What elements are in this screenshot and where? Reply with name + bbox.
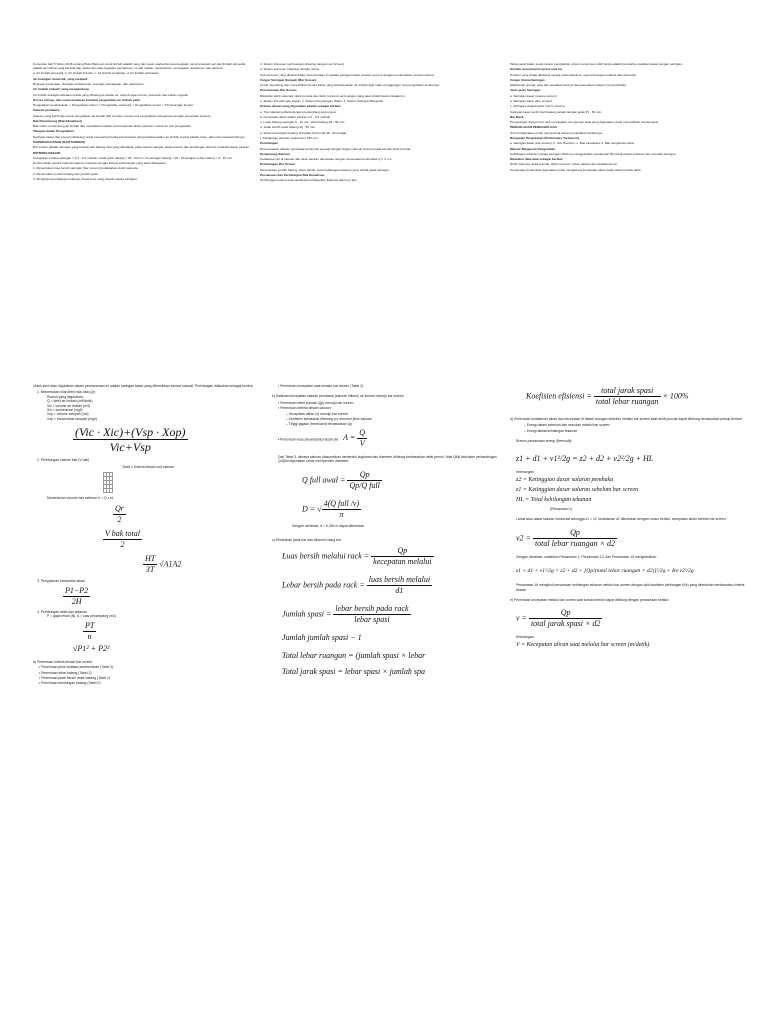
list-item: z2 = Ketinggian dasar saluran pembuka — [516, 477, 614, 484]
upper-column-2 — [260, 62, 490, 374]
paragraph: Persamaan 16 mengikuti persamaan kehilangan tekanan melalui bar screen dengan nilai koefisien kehilangan (Ke) yang ditentukan berdasarkan kriteria desain. — [516, 583, 745, 592]
equation-ht: $\frac{HT}{3T}$ √A1A2 — [145, 554, 182, 575]
paragraph: a. Saringan kasar (bar screen); b. Grit chamber; c. Bak ekualisasi; d. Bak pengendap awal. — [510, 141, 635, 146]
equation-luas: Luas bersih melalui rack = $\frac{Qp}{\text{kecepatan melalui}}$ — [282, 546, 432, 567]
list-item: z1 = Ketinggian dasar saluran sebelum bar screen — [516, 487, 638, 494]
section-heading: SARINGAN KASAR (BAR SCREEN) — [33, 140, 85, 145]
criteria-table — [103, 472, 193, 493]
paragraph: Dari Tabel 3, dimana saluran diasumsikan berbentuk lingkaran dan diameter dihitung berdasarkan debit penuh. Nilai Qfull dari tabel perbandingan Q/Qfull digunakan untuk memperoleh diameter. — [278, 454, 497, 464]
upper-column-3 — [510, 62, 748, 374]
paragraph: Unit ini digunakan untuk mengurangi beban pengolahan berikutnya. — [510, 130, 603, 135]
equation-lebar: Lebar bersih pada rack = $\frac{\text{luas bersih melalui}}{d1}$ — [282, 575, 431, 596]
equation-pressure: $\frac{P1-P2}{2H}$ — [65, 585, 89, 606]
paragraph: b. Saringan halus (fine screen) — [510, 98, 553, 103]
paragraph: a. Saringan kasar (coarse screen) — [510, 93, 557, 98]
paragraph: c. Saringan sangat halus (micro screen) — [510, 104, 565, 109]
keterangan-label: Keterangan: — [516, 635, 535, 640]
list-item: • Penentuan jarak bersih antar batang (Tabel 2) — [39, 675, 111, 680]
list-item: 1. Menentukan nilai debit rata-rata (Qr) — [37, 390, 96, 395]
paragraph: Direncanakan saluran pembawa berbentuk persegi dengan tinggi muka air tertentu pada kondisi debit puncak. — [260, 146, 412, 151]
paragraph: Unit screener yang dipakai dalam perencanaan ini adalah saringan kasar (coarse screen) dengan pembersihan secara manual. — [260, 72, 435, 77]
section-heading: Jenis-jenis Saringan: — [510, 88, 542, 93]
paragraph: Persamaan kontinuitas digunakan untuk menghitung kecepatan aliran pada setiap kondisi debit. — [510, 167, 642, 172]
section-heading: Metode Bangunan Pengolahan — [510, 146, 556, 151]
paragraph: Dengan demikian, substitusi Persamaan 1, Persamaan 13, dan Persamaan 15 menghasilkan: — [516, 554, 657, 559]
section-heading: Bak Penampung (Bak Ekualisasi) — [33, 118, 82, 123]
section-heading: Proses intinya, dari suatu kesatuan instalasi pengolahan air limbah yaitu: — [33, 97, 141, 102]
equation-area: A = $\frac{Q}{V}$ — [343, 427, 366, 448]
equation-bernoulli: z1 + d1 + v1²/2g = z2 + d2 + v2²/2g + HL — [516, 453, 654, 463]
list-item: P = gaya tekan (N), A = luas penampang (m2) — [47, 614, 116, 619]
section-heading: Persamaan dan Perhitungan Bak Ekualisasi — [260, 172, 325, 177]
section-label: e) Penentuan kecepatan melalui bar screen saat kondisi bersih dapat dihitung dengan persamaan berikut: — [510, 598, 670, 603]
paragraph: Melindungi pompa, pipa dan peralatan lainnya dari kerusakan maupun penyumbatan. — [510, 83, 627, 88]
equation-efficiency: Koefisien efisiensi = $\frac{\text{total jarak spasi}}{\text{total lebar ruangan}}$ × 100% — [526, 386, 689, 406]
section-heading: PENGOLAHAN PENDAHULUAN — [510, 125, 557, 130]
list-item: • Penentuan luas penampang basah (A) A = $\frac{Q}{V}$ — [278, 427, 366, 448]
section-heading: Air limbah industri yang mengandung — [33, 87, 89, 92]
paragraph: d. Jarak bersih antar batang 25 - 50 mm. — [260, 125, 316, 130]
list-item: • Penentuan lebar batang (Tabel 2) — [39, 670, 92, 675]
paragraph: 2. Menentukan jumlah batang dan jumlah spasi. — [33, 171, 99, 176]
section-heading: Kriteria desain yang digunakan adalah sebagai berikut: — [260, 104, 342, 109]
paragraph: Buangan perkotaan, buangan perkantoran, buangan perniagaan, dan apartemen. — [33, 81, 145, 86]
list-item: 3. Pengukuran kecepatan aliran — [37, 579, 85, 584]
equation-jbar: Jumlah jumlah spasi − 1 — [282, 633, 362, 643]
section-heading: Bar Rack — [510, 114, 524, 119]
paragraph: Untuk menyaring dan menyisihkan benda kasar yang terbawa aliran air limbah agar tidak mengganggu unit pengolahan berikutnya. — [260, 83, 440, 88]
section-heading: Penampang Saluran — [260, 151, 290, 156]
equation-vbak: $\frac{\text{V bak total}}{2}$ — [105, 529, 140, 550]
paragraph: Bak untuk menampung air limbah dan meratakan kualitas serta kuantitas aliran sebelum masuk ke unit pengolahan. — [33, 124, 192, 129]
list-item: • Penentuan kriteria desain saluran: — [278, 406, 332, 411]
equation-pt: $\frac{PT}{n}$ — [85, 620, 95, 641]
section-heading: Air buangan domestik, yang meliputi: — [33, 76, 89, 81]
equation-total: Total lebar ruangan = (jumlah spasi × lebar — [282, 651, 426, 661]
paragraph: 4. Sistem Screener (disaring dengan sieve) — [260, 67, 320, 72]
section-heading: Sumber pencemaran (point source) — [510, 67, 563, 72]
list-item: – Tinggi jagaan (freeboard) berdasarkan Qp — [286, 422, 352, 427]
list-item: – Kecepatan aliran (v) menuju bar screen — [286, 411, 349, 416]
equation-qr: $\frac{Qr}{2}$ — [115, 504, 124, 525]
equation-velocity: v = $\frac{Qp}{\text{total jarak spasi × d2}}$ — [516, 608, 601, 629]
list-item: – Energi dalam sebelum dan sesudah melalui bar screen — [524, 423, 610, 428]
list-item: • Penentuan kecepatan saat melalui bar screen (Tabel 2) — [278, 384, 364, 388]
list-item: V = Kecepatan aliran saat melalui bar screen (m/detik) — [516, 641, 650, 648]
paragraph: Penyaringan dengan bar rack merupakan unit operasi awal yang digunakan untuk menyisihkan benda kasar. — [510, 120, 659, 125]
paragraph: 3. Sistem Screener (air buangan disaring dengan set Screen) — [260, 62, 345, 66]
paragraph: f. Kehilangan tekanan maksimum 150 mm. — [260, 135, 319, 140]
section-heading: Tahapan dalam Pengolahan: — [33, 129, 75, 134]
paragraph: Rumus persamaan energi (Bernoulli): — [516, 439, 573, 444]
paragraph: Saringan kasar (bar screen) dipasang untuk menyaring benda-benda kasar yang terbawa dalam air limbah seperti plastik, kayu, daun dan sampah lainnya. — [33, 134, 246, 139]
list-item: Vic = volume air limbah (m3) — [47, 403, 90, 408]
list-item: HL = Total kehilangan tekanan — [516, 497, 592, 504]
paragraph: Pengolahan pendahuluan > Pengolahan primer > Pengolahan sekunder > Pengolahan tersier > Pembuangan lumpur. — [33, 103, 194, 108]
table-caption: Tabel 1 Kriteria desain unit saluran — [121, 464, 175, 469]
paragraph: Air limbah sebagai substansi toksik yang dibuang ke badan air, seperti logam berat, pestisida, dan bahan organik. — [33, 92, 189, 97]
paragraph: 3. Menghitung kehilangan tekanan (head loss) yang terjadi melalui saringan. — [33, 177, 138, 181]
section-heading: Fungsi Saringan Sampah (Bar Screen) — [260, 77, 317, 82]
section-heading: Perhitungan Bar Screen — [260, 162, 296, 167]
list-item: • Penentuan jenis instalasi pembersihan (Tabel 2) — [39, 665, 114, 670]
paragraph: 1. Sistem Penyaringan Kasar; 2. Sistem Penyaringan Halus; 3. Sistem Saringan Bergerak. — [260, 98, 384, 103]
list-item: Q = debit air limbah (m3/detik) — [47, 399, 93, 404]
paragraph: Kecepatan melalui saringan = 0,3 - 0,6 m/detik; Jarak antar batang = 25 - 50 mm; Kemiringan batang = 45 - 60 derajat; Lebar batang = 5 - 15 mm. — [33, 155, 234, 160]
paragraph: Saluran yang berfungsi untuk mengalirkan air limbah dari sumber menuju unit pengolahan selanjutnya dengan kecepatan tertentu. — [33, 113, 212, 118]
section-heading: Perhitungan — [260, 141, 279, 146]
paragraph: e. Sudut kemiringan batang terhadap horizontal 45 - 60 derajat. — [260, 130, 347, 135]
list-item: – Energi akibat kehilangan tekanan — [524, 428, 577, 433]
note: Dengan demikian, d = 0,304 m dapat ditentukan — [292, 523, 365, 528]
section-label: c) Penentuan jarak bar dan dimensi ruang bar — [272, 538, 341, 543]
paragraph: Perhitungan volume bak ekualisasi berdasarkan fluktuasi debit per jam. — [260, 178, 358, 183]
paragraph: Kumpulan bab 5 Tahun 2016 tentang Buku Baku air untuk limbah adalah yang dari suatu usaha dan atau kegiatan yang berwujud cair dari limbah domestik adalah air limbah yang berasal dari usaha dan atau kegiatan pemukiman, rumah makan, perkantoran, perniagaan, apartemen dan asrama. — [33, 62, 246, 71]
paragraph: Kehilangan tekanan melalui saringan dihitung menggunakan persamaan Bernoulli antara sebelum dan sesudah saringan. — [510, 151, 677, 156]
equation-mixing: $\frac{\text{(Vic · Xic)+(Vsp · Xop)}}{\text{Vic+Vsp}}$ — [75, 425, 186, 455]
section-heading: Diketahui data-data sebagai berikut: — [510, 157, 564, 162]
equation-v2: v2 = $\frac{Qp}{\text{total lebar ruangan × d2}}$ — [516, 527, 616, 548]
paragraph: Bar screen adalah saringan yang terbuat dari batang besi yang diletakkan pada saluran dengan jarak tertentu dan kemiringan tertentu terhadap dasar saluran. — [33, 145, 250, 150]
section-heading: Bangunan Pengolahan (Preliminary Treatment) — [510, 135, 579, 140]
lower-column-3 — [510, 384, 755, 1024]
equation-diameter: D = √ $\frac{\text{4(Q full /v)}}{\pi}$ — [302, 498, 360, 519]
section-heading: Saluran pembawa — [33, 108, 60, 113]
list-item: • Penentuan debit puncak (Qp) menuju bar screen — [278, 400, 354, 405]
list-item: (Persamaan 1) — [550, 507, 573, 512]
equation-combined: z1 + d1 + v1²/2g = z2 + d2 + [Qp/(total lebar ruangan × d2)]²/2g + Ke·v2²/2g — [516, 568, 694, 575]
list-item: Xic = konsentrasi (mg/l) — [47, 408, 83, 413]
paragraph: c. Lebar batang saringan 5 - 15 mm, tebal batang 25 - 38 mm. — [260, 120, 346, 125]
paragraph: Menentukan jumlah batang, lebar bersih, serta kehilangan tekanan yang terjadi pada saringan. — [260, 167, 390, 172]
list-item: Rumus yang digunakan: — [47, 394, 84, 399]
paragraph: a. Tipe saluran terbuka dengan penampang segi empat. — [260, 109, 337, 114]
lower-column-1 — [33, 384, 263, 1024]
equation-root: √P1² + P2² — [73, 643, 110, 653]
equation-tjarak: Total jarak spasi = lebar spasi × jumlah spa — [282, 667, 425, 677]
paragraph: Pembersihan secara manual maupun mekanis dengan kriteria perhitungan yang telah ditetapkan. — [33, 161, 167, 166]
section-heading: Fungsi Utama Saringan — [510, 77, 545, 82]
paragraph: Lantai atau dasar saluran horizontal sehingga z1 = z2, kedalaman d2 ditentukan dengan rumus berikut, kecepatan aliran setelah bar screen: — [516, 517, 727, 522]
paragraph: a. Air limbah domestik, b. Air limbah industri, c. Air limbah pertanian, d. Air limbah perkotaan. — [33, 71, 160, 76]
list-item: Xop = konsentrasi sampah (mg/l) — [47, 416, 97, 421]
section-heading: KRITERIA DESAIN — [33, 150, 61, 155]
lower-column-2 — [272, 384, 504, 1024]
section-heading: Perencanaan Bar Screen — [260, 88, 297, 93]
paragraph: Sumber yang dapat diketahui secara pasti lokasinya, seperti buangan industri dan domestik. — [510, 72, 637, 77]
paragraph: Tahap awal dalam suatu sistem pengolahan untuk memproses lebih lanjut adalah pemisahan padatan kasar dengan saringan. — [510, 62, 683, 66]
paragraph: Kedalaman air di saluran dan lebar saluran ditentukan dengan persamaan kontinuitas Q = V x A. — [260, 157, 393, 162]
section-label: b) Kalkulasi kecepatan saluran pembawa (saluran influen) air limbah menuju bar screen — [272, 394, 404, 399]
list-item: Vsp = volume sampah (m3) — [47, 412, 89, 417]
paragraph: Debit rata-rata, debit puncak, debit minimum, lebar saluran dan kedalaman air. — [510, 162, 618, 167]
list-item: Menentukan volume bak sebesar V = Q x td — [47, 496, 114, 501]
section-label: a) Penentuan kriteria desain bar screen — [33, 659, 93, 664]
intro-text: Untuk kecil atau digunakan dalam perencanaan ini adalah saringan kasar yang dibersihkan secara manual. Perhitungan dilakukan sebagai berikut: — [33, 384, 254, 388]
paragraph: Diketahui debit rata-rata, debit puncak dan debit minimum air buangan yang akan diolah pada instalasi ini. — [260, 93, 406, 98]
paragraph: 1. Menentukan luas bersih saringan (bar screen) berdasarkan debit rata-rata. — [33, 166, 139, 171]
paragraph: b. Kecepatan aliran dalam saluran 0,3 - 0,6 m/detik. — [260, 114, 331, 119]
equation-jspasi: Jumlah spasi = $\frac{\text{lebar bersih pada rack}}{\text{lebar spasi}}$ — [282, 604, 409, 625]
equation-qfull: Q full awal = $\frac{Qp}{\text{Qp/Q full}}$ — [302, 469, 380, 490]
list-item: • Penentuan kemiringan batang (Tabel 2) — [39, 681, 101, 686]
list-item: – Koefisien kekasaran Manning (n) menurut jenis saluran — [286, 417, 372, 422]
paragraph: Saringan kasar terdiri dari batang paralel dengan jarak 25 - 50 mm. — [510, 109, 603, 114]
keterangan-label: Keterangan: — [516, 469, 535, 474]
list-item: 4. Perhitungan debit dan tekanan — [37, 609, 87, 614]
upper-column-1 — [33, 62, 252, 374]
section-label: d) Penentuan kedalaman aliran dan kecepatan di dalam ruangan sebelum melalui bar screen saat debit puncak dapat dihitung berdasarkan prinsip berikut: — [510, 417, 743, 421]
list-item: 2. Perhitungan volume bak (V bak) — [37, 458, 90, 463]
